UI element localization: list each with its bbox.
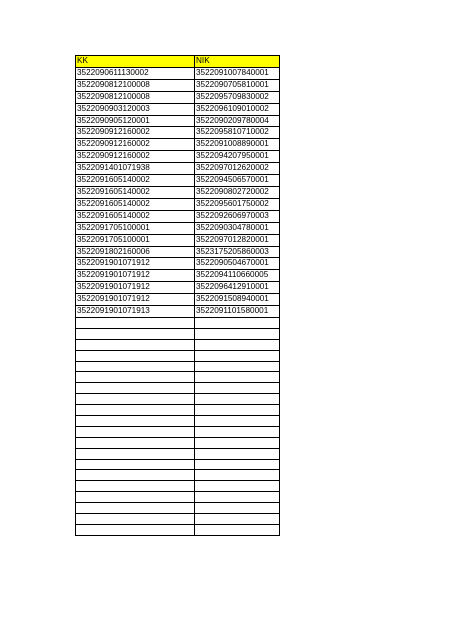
table-row xyxy=(76,513,280,524)
cell-nik[interactable] xyxy=(195,361,280,372)
table-row xyxy=(76,258,280,270)
cell-nik[interactable]: 3522091101580001 xyxy=(195,306,280,318)
table-row xyxy=(76,503,280,514)
table-row xyxy=(76,151,280,163)
cell-kk[interactable]: 3522091605140002 xyxy=(76,198,195,210)
header-row xyxy=(76,56,280,68)
table-row xyxy=(76,470,280,481)
table-row xyxy=(76,139,280,151)
cell-kk[interactable]: 3522091401071938 xyxy=(76,163,195,175)
table-row xyxy=(76,246,280,258)
table-row xyxy=(76,361,280,372)
cell-nik[interactable] xyxy=(195,459,280,470)
cell-nik[interactable]: 3522095709830002 xyxy=(195,91,280,103)
cell-kk[interactable] xyxy=(76,459,195,470)
cell-kk[interactable]: 3522090912160002 xyxy=(76,151,195,163)
cell-kk[interactable]: 3522091901071912 xyxy=(76,270,195,282)
cell-kk[interactable]: 3522091705100001 xyxy=(76,222,195,234)
table-row xyxy=(76,79,280,91)
table-row xyxy=(76,115,280,127)
table-row xyxy=(76,492,280,503)
cell-kk[interactable]: 3522090912160002 xyxy=(76,139,195,151)
cell-nik[interactable]: 3522091007840001 xyxy=(195,67,280,79)
cell-nik[interactable]: 3522094110660005 xyxy=(195,270,280,282)
cell-kk[interactable] xyxy=(76,372,195,383)
table-row xyxy=(76,294,280,306)
table-row xyxy=(76,415,280,426)
cell-nik[interactable]: 3522090209780004 xyxy=(195,115,280,127)
table-row xyxy=(76,328,280,339)
cell-kk[interactable] xyxy=(76,437,195,448)
cell-kk[interactable]: 3522090903120003 xyxy=(76,103,195,115)
cell-nik[interactable]: 3522097012620002 xyxy=(195,163,280,175)
cell-nik[interactable]: 3522090504670001 xyxy=(195,258,280,270)
cell-kk[interactable]: 3522090812100008 xyxy=(76,79,195,91)
cell-nik[interactable] xyxy=(195,524,280,535)
cell-nik[interactable] xyxy=(195,328,280,339)
table-row xyxy=(76,282,280,294)
table-row xyxy=(76,186,280,198)
cell-kk[interactable] xyxy=(76,492,195,503)
table-row xyxy=(76,350,280,361)
cell-nik[interactable] xyxy=(195,350,280,361)
table-row xyxy=(76,67,280,79)
cell-nik[interactable] xyxy=(195,426,280,437)
table-row xyxy=(76,127,280,139)
cell-kk[interactable]: 3522090912160002 xyxy=(76,127,195,139)
cell-kk[interactable]: 3522091901071912 xyxy=(76,282,195,294)
cell-nik[interactable] xyxy=(195,492,280,503)
table-row xyxy=(76,163,280,175)
cell-kk[interactable] xyxy=(76,361,195,372)
cell-kk[interactable] xyxy=(76,503,195,514)
cell-kk[interactable] xyxy=(76,448,195,459)
cell-kk[interactable] xyxy=(76,317,195,328)
table-row xyxy=(76,234,280,246)
cell-nik[interactable]: 3523175205860003 xyxy=(195,246,280,258)
cell-nik[interactable]: 3522090705810001 xyxy=(195,79,280,91)
cell-kk[interactable]: 3522091901071912 xyxy=(76,294,195,306)
cell-kk[interactable]: 3522090812100008 xyxy=(76,91,195,103)
table-row xyxy=(76,270,280,282)
cell-kk[interactable] xyxy=(76,328,195,339)
cell-kk[interactable] xyxy=(76,481,195,492)
cell-nik[interactable] xyxy=(195,481,280,492)
cell-nik[interactable]: 3522090304780001 xyxy=(195,222,280,234)
cell-kk[interactable] xyxy=(76,383,195,394)
cell-kk[interactable]: 3522091705100001 xyxy=(76,234,195,246)
cell-nik[interactable]: 3522096109010002 xyxy=(195,103,280,115)
cell-nik[interactable] xyxy=(195,317,280,328)
cell-kk[interactable] xyxy=(76,394,195,405)
table-row xyxy=(76,198,280,210)
cell-kk[interactable]: 3522091802160006 xyxy=(76,246,195,258)
cell-nik[interactable] xyxy=(195,339,280,350)
table-row xyxy=(76,103,280,115)
cell-kk[interactable]: 3522091605140002 xyxy=(76,210,195,222)
cell-kk[interactable] xyxy=(76,405,195,416)
table-row xyxy=(76,175,280,187)
cell-nik[interactable]: 3522097012820001 xyxy=(195,234,280,246)
cell-kk[interactable] xyxy=(76,470,195,481)
table-row xyxy=(76,383,280,394)
header-kk[interactable]: KK xyxy=(76,56,195,68)
table-row xyxy=(76,426,280,437)
table-row xyxy=(76,524,280,535)
cell-nik[interactable] xyxy=(195,470,280,481)
table-row xyxy=(76,437,280,448)
cell-nik[interactable] xyxy=(195,503,280,514)
cell-kk[interactable]: 3522091901071913 xyxy=(76,306,195,318)
cell-nik[interactable] xyxy=(195,448,280,459)
cell-nik[interactable]: 3522095601750002 xyxy=(195,198,280,210)
cell-kk[interactable] xyxy=(76,524,195,535)
cell-nik[interactable] xyxy=(195,383,280,394)
table-row xyxy=(76,91,280,103)
cell-nik[interactable] xyxy=(195,415,280,426)
cell-kk[interactable]: 3522091605140002 xyxy=(76,186,195,198)
cell-kk[interactable]: 3522091605140002 xyxy=(76,175,195,187)
cell-nik[interactable] xyxy=(195,372,280,383)
cell-kk[interactable]: 3522091901071912 xyxy=(76,258,195,270)
cell-nik[interactable]: 3522094207950001 xyxy=(195,151,280,163)
spreadsheet-table xyxy=(75,55,280,536)
cell-nik[interactable] xyxy=(195,437,280,448)
table-row xyxy=(76,481,280,492)
cell-nik[interactable]: 3522091508940001 xyxy=(195,294,280,306)
cell-nik[interactable] xyxy=(195,405,280,416)
header-nik[interactable]: NIK xyxy=(195,56,280,68)
table-row xyxy=(76,372,280,383)
cell-nik[interactable]: 3522096412910001 xyxy=(195,282,280,294)
table-row xyxy=(76,459,280,470)
cell-nik[interactable] xyxy=(195,394,280,405)
table-row xyxy=(76,339,280,350)
table-row xyxy=(76,222,280,234)
table-row xyxy=(76,317,280,328)
cell-kk[interactable] xyxy=(76,513,195,524)
table-row xyxy=(76,210,280,222)
cell-nik[interactable]: 3522091008890001 xyxy=(195,139,280,151)
cell-nik[interactable]: 3522095810710002 xyxy=(195,127,280,139)
cell-nik[interactable]: 3522094506570001 xyxy=(195,175,280,187)
cell-kk[interactable] xyxy=(76,350,195,361)
cell-nik[interactable]: 3522090802720002 xyxy=(195,186,280,198)
cell-kk[interactable] xyxy=(76,415,195,426)
cell-nik[interactable] xyxy=(195,513,280,524)
cell-kk[interactable]: 3522090611130002 xyxy=(76,67,195,79)
table-row xyxy=(76,448,280,459)
cell-nik[interactable]: 3522092606970003 xyxy=(195,210,280,222)
cell-kk[interactable] xyxy=(76,426,195,437)
cell-kk[interactable]: 3522090905120001 xyxy=(76,115,195,127)
table-row xyxy=(76,306,280,318)
table-body xyxy=(76,67,280,535)
table-row xyxy=(76,405,280,416)
cell-kk[interactable] xyxy=(76,339,195,350)
table-row xyxy=(76,394,280,405)
